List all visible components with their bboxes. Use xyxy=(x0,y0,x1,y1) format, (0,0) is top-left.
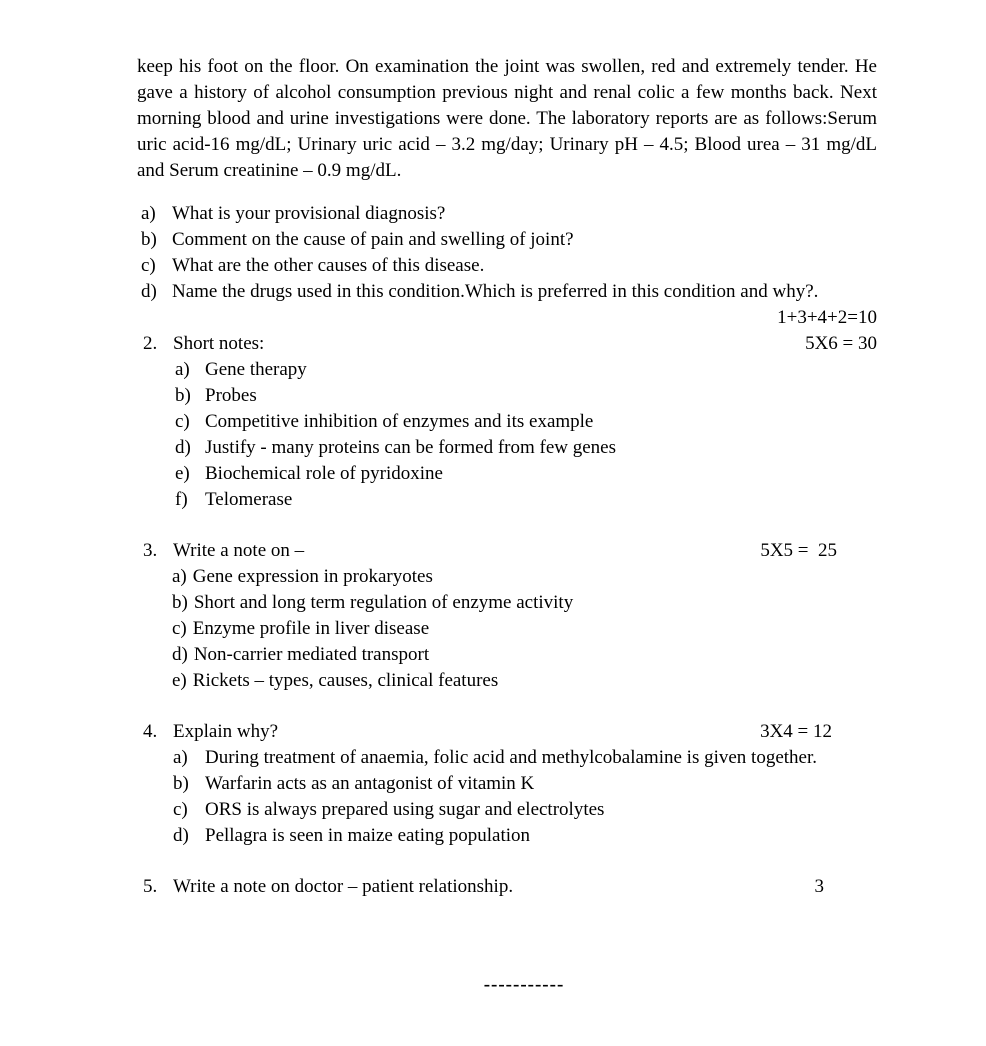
sub-item-label: f) xyxy=(175,489,188,510)
sub-item-label: d) xyxy=(172,644,188,665)
question-number: 5. xyxy=(143,876,158,897)
q1-sub-item xyxy=(141,253,877,279)
sub-item-text: Telomerase xyxy=(205,489,293,510)
q3-sub-item xyxy=(172,668,877,694)
q1-sub-item xyxy=(141,201,877,227)
question-3-sub-list xyxy=(172,564,877,694)
q3-sub-item xyxy=(172,564,877,590)
sub-item-label: c) xyxy=(141,255,156,276)
q4-sub-item xyxy=(173,771,877,797)
q4-sub-item xyxy=(173,745,877,771)
sub-item-label: a) xyxy=(175,359,190,380)
sub-item-text: Pellagra is seen in maize eating population xyxy=(205,825,531,846)
sub-item-text: Enzyme profile in liver disease xyxy=(192,618,430,639)
question-1-sub-list xyxy=(141,201,877,305)
q4-sub-item xyxy=(173,823,877,849)
sub-item-text: ORS is always prepared using sugar and electrolytes xyxy=(205,799,605,820)
question-title: Short notes: xyxy=(173,333,265,354)
question-4-marks: 3X4 = 12 xyxy=(760,721,832,742)
sub-item-label: b) xyxy=(175,385,191,406)
sub-item-text: What is your provisional diagnosis? xyxy=(172,203,446,224)
question-title: Write a note on – xyxy=(173,540,305,561)
question-1-marks: 1+3+4+2=10 xyxy=(777,307,877,328)
q2-sub-item xyxy=(175,409,877,435)
question-5-row xyxy=(143,874,877,900)
sub-item-label: e) xyxy=(172,670,187,691)
question-4-sub-list xyxy=(173,745,877,849)
sub-item-label: d) xyxy=(173,825,189,846)
end-of-paper-dashes: ----------- xyxy=(483,974,565,995)
question-title: Write a note on doctor – patient relationship. xyxy=(173,876,514,897)
q2-sub-item xyxy=(175,435,877,461)
sub-item-text: Comment on the cause of pain and swelling of joint? xyxy=(172,229,574,250)
q2-sub-item xyxy=(175,461,877,487)
sub-item-text: Biochemical role of pyridoxine xyxy=(205,463,443,484)
sub-item-label: b) xyxy=(172,592,188,613)
question-5-marks: 3 xyxy=(814,876,824,897)
sub-item-label: d) xyxy=(141,281,157,302)
sub-item-text: Short and long term regulation of enzyme activity xyxy=(193,592,574,613)
question-2-sub-list xyxy=(175,357,877,513)
sub-item-label: c) xyxy=(173,799,188,820)
q2-sub-item xyxy=(175,357,877,383)
sub-item-label: a) xyxy=(141,203,156,224)
q3-sub-item xyxy=(172,642,877,668)
q4-sub-item xyxy=(173,797,877,823)
question-2-marks: 5X6 = 30 xyxy=(805,333,877,354)
sub-item-label: a) xyxy=(172,566,187,587)
sub-item-text: Justify - many proteins can be formed from few genes xyxy=(205,437,617,458)
sub-item-label: b) xyxy=(141,229,157,250)
q3-sub-item xyxy=(172,616,877,642)
sub-item-label: d) xyxy=(175,437,191,458)
sub-item-text: Non-carrier mediated transport xyxy=(193,644,430,665)
sub-item-text: Gene therapy xyxy=(205,359,307,380)
sub-item-label: b) xyxy=(173,773,189,794)
question-number: 2. xyxy=(143,333,158,354)
case-intro-paragraph: keep his foot on the floor. On examination the joint was swollen, red and extremely tender. He gave a history of alcohol consumption previous night and renal colic a few months back. Next morning blood and urine investigations were done. The laboratory reports are as follows:Serum uric acid-16 mg/dL; Urinary uric acid – 3.2 mg/day; Urinary pH – 4.5; Blood urea – 31 mg/dL and Serum creatinine – 0.9 mg/dL. xyxy=(137,56,877,181)
sub-item-text: Rickets – types, causes, clinical features xyxy=(192,670,499,691)
sub-item-text: What are the other causes of this disease. xyxy=(172,255,485,276)
sub-item-text: During treatment of anaemia, folic acid and methylcobalamine is given together. xyxy=(205,747,818,768)
sub-item-label: e) xyxy=(175,463,190,484)
q1-sub-item xyxy=(141,279,877,305)
question-3-marks: 5X5 = 25 xyxy=(760,540,837,561)
q1-sub-item xyxy=(141,227,877,253)
question-2-header xyxy=(143,331,877,357)
question-number: 3. xyxy=(143,540,158,561)
sub-item-text: Name the drugs used in this condition.Which is preferred in this condition and why?. xyxy=(172,281,819,302)
sub-item-text: Probes xyxy=(205,385,257,406)
question-4-header xyxy=(143,719,877,745)
sub-item-label: c) xyxy=(175,411,190,432)
sub-item-text: Gene expression in prokaryotes xyxy=(192,566,433,587)
sub-item-label: a) xyxy=(173,747,188,768)
sub-item-text: Warfarin acts as an antagonist of vitamin K xyxy=(205,773,535,794)
question-title: Explain why? xyxy=(173,721,279,742)
q3-sub-item xyxy=(172,590,877,616)
q2-sub-item xyxy=(175,487,877,513)
sub-item-label: c) xyxy=(172,618,187,639)
q2-sub-item xyxy=(175,383,877,409)
question-number: 4. xyxy=(143,721,158,742)
sub-item-text: Competitive inhibition of enzymes and its example xyxy=(205,411,594,432)
question-3-header xyxy=(143,538,877,564)
